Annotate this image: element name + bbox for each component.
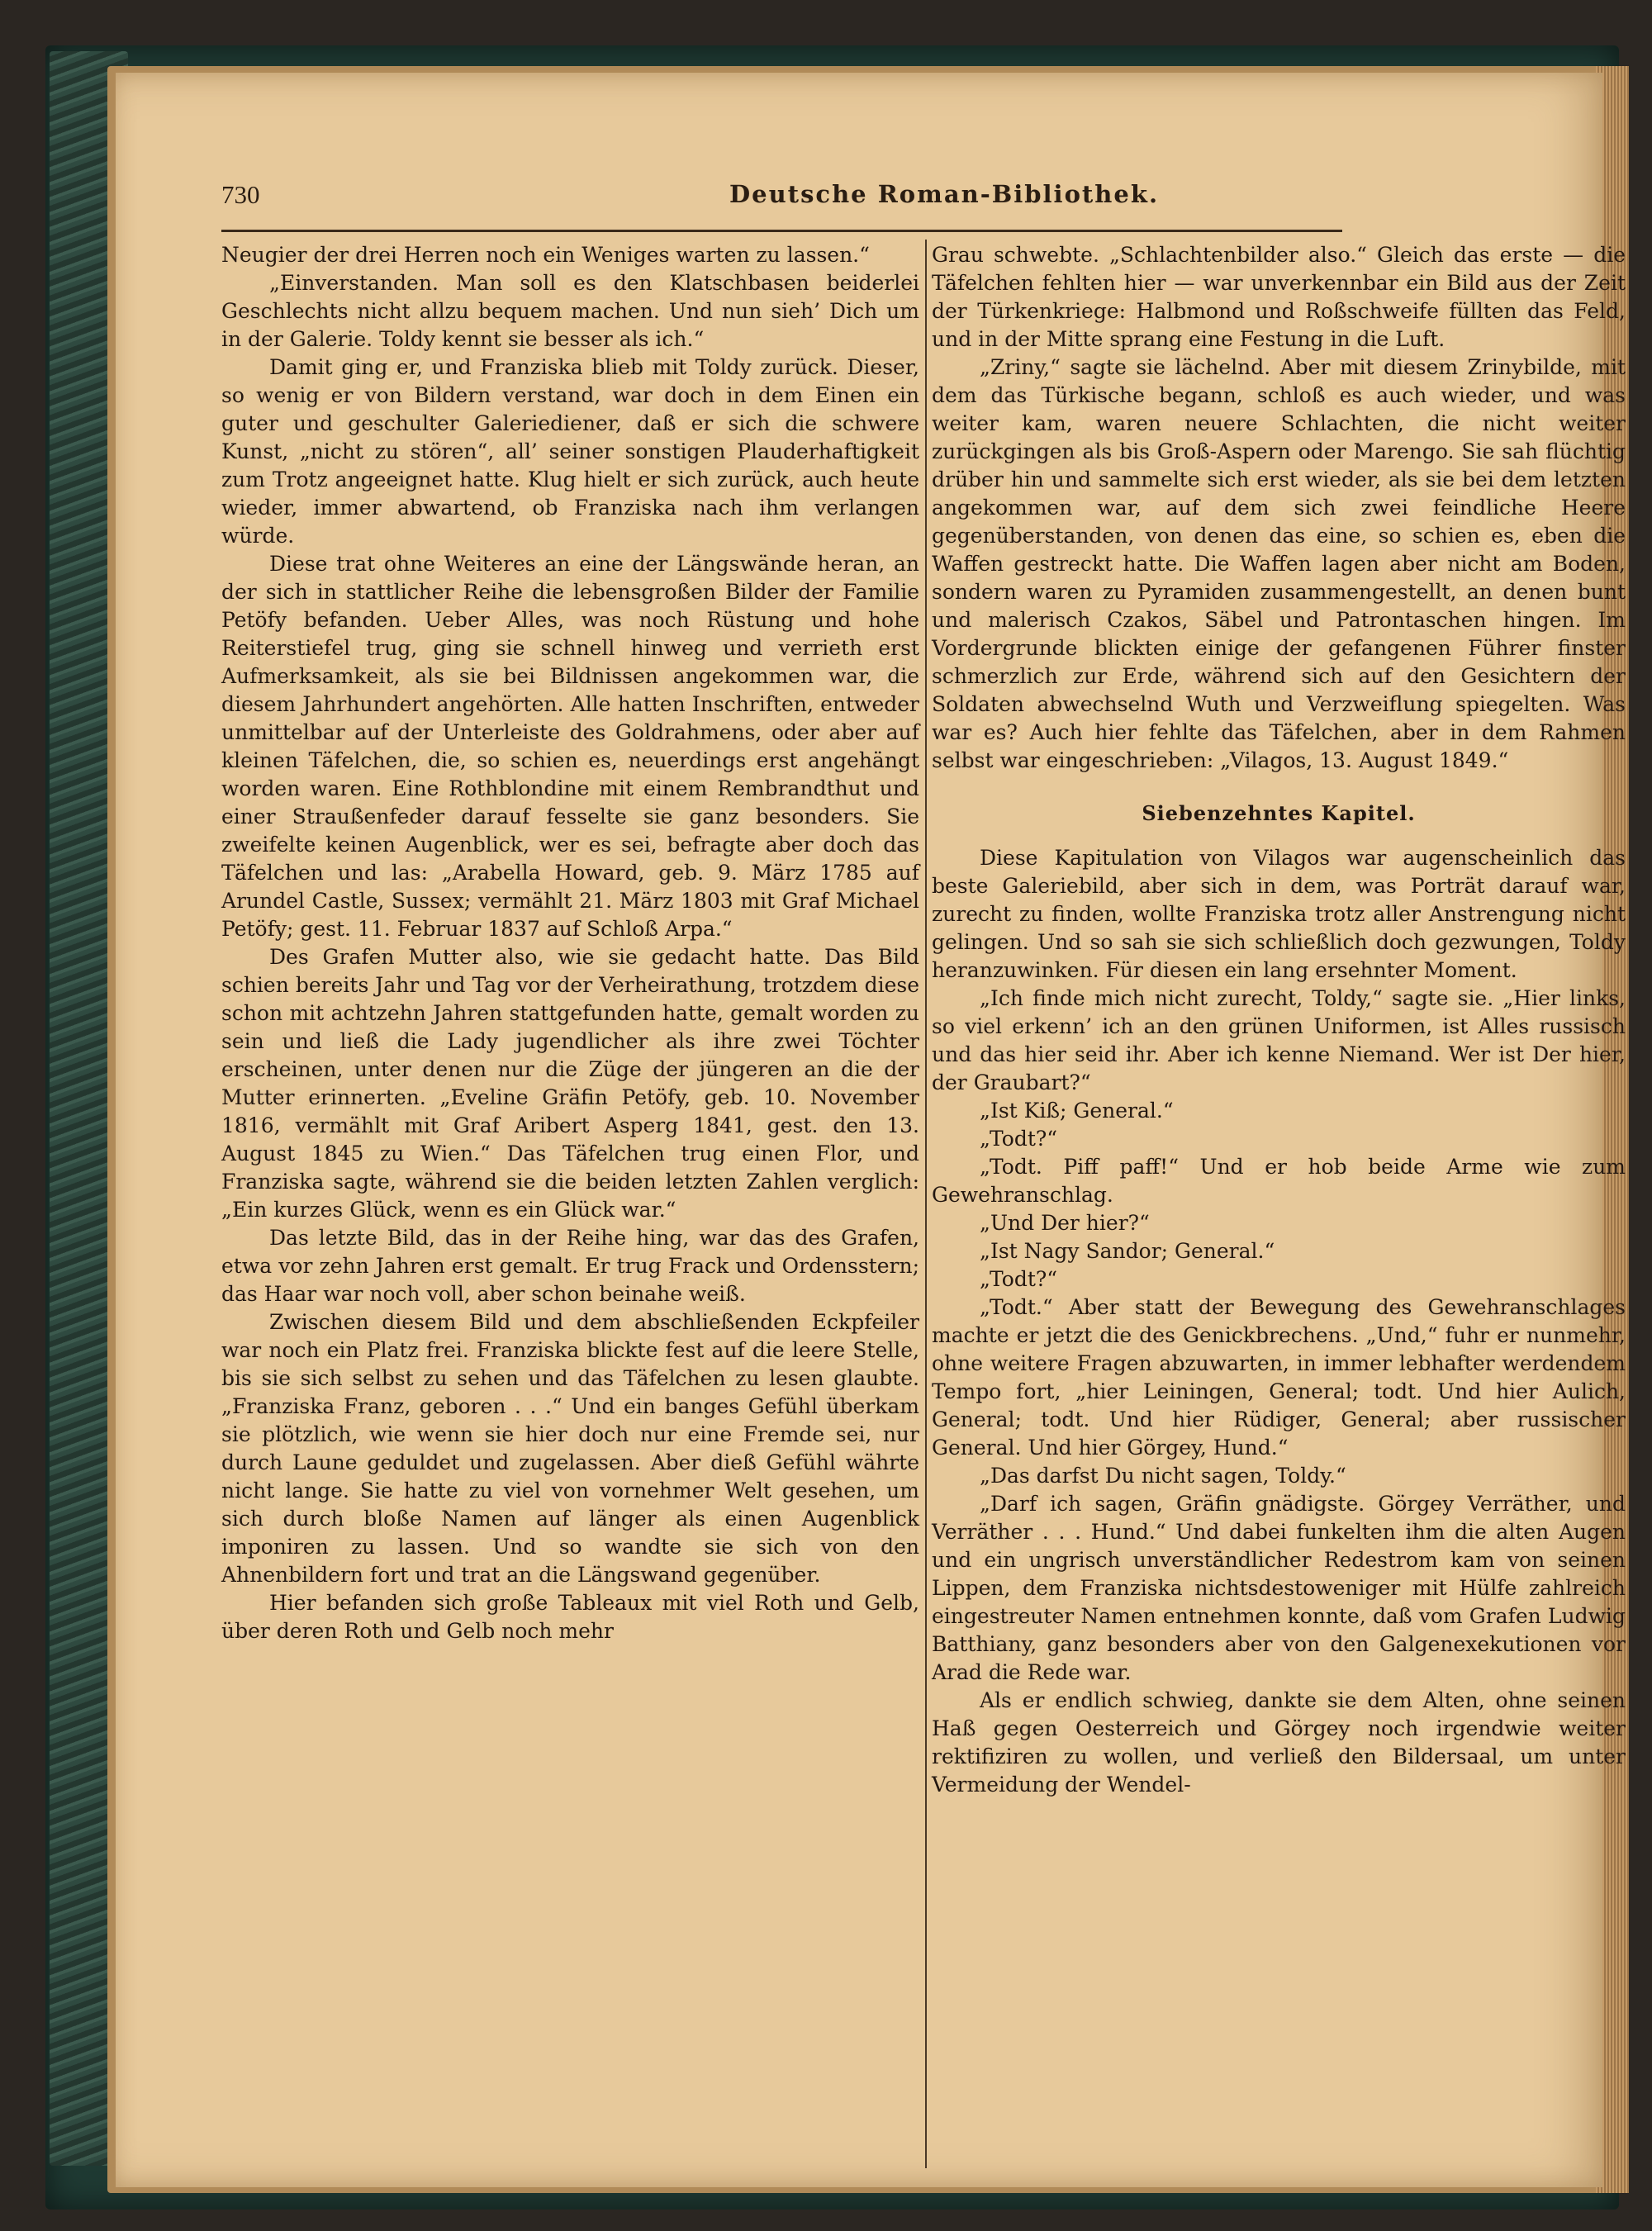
paragraph: „Todt. Piff paff!“ Und er hob beide Arme wie zum Gewehranschlag. <box>932 1155 1626 1207</box>
paragraph: „Ist Nagy Sandor; General.“ <box>980 1239 1275 1263</box>
paragraph: Diese trat ohne Weiteres an eine der Längswände heran, an der sich in stattlicher Reihe die lebensgroßen Bilder der Familie Petöfy befanden. Ueber Alles, was noch Rüstung und hohe Reiterstiefel trug, ging sie schnell hinweg und verrieth erst Aufmerksamkeit, als sie bei Bildnissen angekommen war, die diesem Jahrhundert angehörten. Alle hatten Inschriften, entweder unmittelbar auf der Unterleiste des Goldrahmens, oder aber auf kleinen Täfelchen, die, so schien es, neuerdings erst angehängt worden waren. Eine Rothblondine mit einem Rembrandthut und einer Straußenfeder darauf fesselte sie ganz besonders. Sie zweifelte keinen Augenblick, wer es sei, befragte aber doch das Täfelchen und las: „Arabella Howard, geb. 9. März 1785 auf Arundel Castle, Sussex; vermählt 21. März 1803 mit Graf Michael Petöfy; gest. 11. Februar 1837 auf Schloß Arpa.“ <box>221 552 919 941</box>
paragraph: Als er endlich schwieg, dankte sie dem Alten, ohne seinen Haß gegen Oesterreich und Görgey noch irgendwie weiter rektifiziren zu wollen, und verließ den Bildersaal, um unter Vermeidung der Wendel- <box>932 1688 1626 1797</box>
right-column-before-chapter <box>932 241 1626 775</box>
paragraph: „Und Der hier?“ <box>980 1211 1150 1235</box>
paragraph: Hier befanden sich große Tableaux mit viel Roth und Gelb, über deren Roth und Gelb noch mehr <box>221 1591 919 1643</box>
paragraph: Grau schwebte. „Schlachtenbilder also.“ Gleich das erste — die Täfelchen fehlten hier — war unverkennbar ein Bild aus der Zeit der Türkenkriege: Halbmond und Roßschweife füllten das Feld, und in der Mitte sprang eine Festung in die Luft. <box>932 243 1626 351</box>
right-column <box>932 241 1626 1799</box>
paragraph: „Todt.“ Aber statt der Bewegung des Gewehranschlages machte er jetzt die des Genickbrechens. „Und,“ fuhr er nunmehr, ohne weitere Fragen abzuwarten, in immer lebhafter werdendem Tempo fort, „hier Leiningen, General; todt. Und hier Aulich, General; todt. Und hier Rüdiger, General; aber russischer General. Und hier Görgey, Hund.“ <box>932 1295 1626 1460</box>
paragraph: Damit ging er, und Franziska blieb mit Toldy zurück. Dieser, so wenig er von Bildern verstand, war doch in dem Einen ein guter und geschulter Galeriediener, daß er sich die schwere Kunst, „nicht zu stören“, all’ seiner sonstigen Plauderhaftigkeit zum Trotz angeeignet hatte. Klug hielt er sich zurück, auch heute wieder, immer abwartend, ob Franziska nach ihm verlangen würde. <box>221 355 919 548</box>
page-header <box>221 180 1345 221</box>
paragraph: Zwischen diesem Bild und dem abschließenden Eckpfeiler war noch ein Platz frei. Franziska blickte fest auf die leere Stelle, bis sie sich selbst zu sehen und das Täfelchen zu lesen glaubte. „Franziska Franz, geboren . . .“ Und ein banges Gefühl überkam sie plötzlich, wie wenn sie hier doch nur eine Fremde sei, nur durch Laune geduldet und zugelassen. Aber dieß Gefühl währte nicht lange. Sie hatte zu viel von vornehmer Welt gesehen, um sich durch bloße Namen auf länger als einen Augenblick imponiren zu lassen. Und so wandte sie sich von den Ahnenbildern fort und trat an die Längswand gegenüber. <box>221 1310 919 1587</box>
page-number: 730 <box>221 180 260 209</box>
paragraph: Diese Kapitulation von Vilagos war augenscheinlich das beste Galeriebild, aber sich in dem, was Porträt darauf war, zurecht zu finden, wollte Franziska trotz aller Anstrengung nicht gelingen. Und so sah sie sich schließlich doch gezwungen, Toldy heranzuwinken. Für diesen ein lang ersehnter Moment. <box>932 846 1626 982</box>
paragraph: „Ist Kiß; General.“ <box>980 1099 1174 1123</box>
paragraph: Des Grafen Mutter also, wie sie gedacht hatte. Das Bild schien bereits Jahr und Tag vor der Verheirathung, trotzdem diese schon mit achtzehn Jahren stattgefunden hatte, gemalt worden zu sein und ließ die Lady jugendlicher als ihre zwei Töchter erscheinen, unter denen nur die Züge der jüngeren an die der Mutter erinnerten. „Eveline Gräfin Petöfy, geb. 10. November 1816, vermählt mit Graf Aribert Asperg 1841, gest. den 13. August 1845 zu Wien.“ Das Täfelchen trug einen Flor, und Franziska sagte, während sie die beiden letzten Zahlen verglich: „Ein kurzes Glück, wenn es ein Glück war.“ <box>221 945 919 1222</box>
paragraph: „Das darfst Du nicht sagen, Toldy.“ <box>980 1464 1346 1488</box>
paragraph: „Darf ich sagen, Gräfin gnädigste. Görgey Verräther, und Verräther . . . Hund.“ Und dabei funkelten ihm die alten Augen und ein ungrisch unverständlicher Redestrom kam von seinen Lippen, dem Franziska nichtsdestoweniger mit Hülfe zahlreich eingestreuter Namen entnehmen konnte, daß vom Grafen Ludwig Batthiany, ganz besonders aber von den Galgenexekutionen vor Arad die Rede war. <box>932 1492 1626 1684</box>
right-column-after-chapter <box>932 844 1626 1799</box>
column-divider <box>925 240 927 2168</box>
running-head: Deutsche Roman-Bibliothek. <box>729 180 1160 208</box>
paragraph: „Ich finde mich nicht zurecht, Toldy,“ sagte sie. „Hier links, so viel erkenn’ ich an den grünen Uniformen, ist Alles russisch und das hier seid ihr. Aber ich kenne Niemand. Wer ist Der hier, der Graubart?“ <box>932 986 1626 1094</box>
paragraph: Das letzte Bild, das in der Reihe hing, war das des Grafen, etwa vor zehn Jahren erst gemalt. Er trug Frack und Ordensstern; das Haar war noch voll, aber schon beinahe weiß. <box>221 1226 919 1306</box>
paragraph: „Todt?“ <box>980 1267 1058 1291</box>
paragraph: Neugier der drei Herren noch ein Weniges warten zu lassen.“ <box>221 243 870 267</box>
chapter-title: Siebenzehntes Kapitel. <box>1142 801 1416 825</box>
paragraph: „Todt?“ <box>980 1127 1058 1151</box>
paragraph: „Zriny,“ sagte sie lächelnd. Aber mit diesem Zrinybilde, mit dem das Türkische begann, schloß es auch wieder, und was weiter kam, waren neuere Schlachten, die nicht weiter zurückgingen als bis Groß-Aspern oder Marengo. Sie sah flüchtig drüber hin und sammelte sich erst wieder, als sie bei dem letzten angekommen war, auf dem sich zwei feindliche Heere gegenüberstanden, von denen das eine, so schien es, eben die Waffen gestreckt hatte. Die Waffen lagen aber nicht am Boden, sondern waren zu Pyramiden zusammengestellt, an denen bunt und malerisch Czakos, Säbel und Patrontaschen hingen. Im Vordergrunde blickten einige der gefangenen Führer finster schmerzlich zur Erde, während sich auf den Gesichtern der Soldaten abwechselnd Wuth und Verzweiflung spiegelten. Was war es? Auch hier fehlte das Täfelchen, aber in dem Rahmen selbst war eingeschrieben: „Vilagos, 13. August 1849.“ <box>932 355 1626 772</box>
left-column <box>221 241 919 1645</box>
paragraph: „Einverstanden. Man soll es den Klatschbasen beiderlei Geschlechts nicht allzu bequem machen. Und nun sieh’ Dich um in der Galerie. Toldy kennt sie besser als ich.“ <box>221 271 919 351</box>
header-rule <box>221 230 1342 232</box>
